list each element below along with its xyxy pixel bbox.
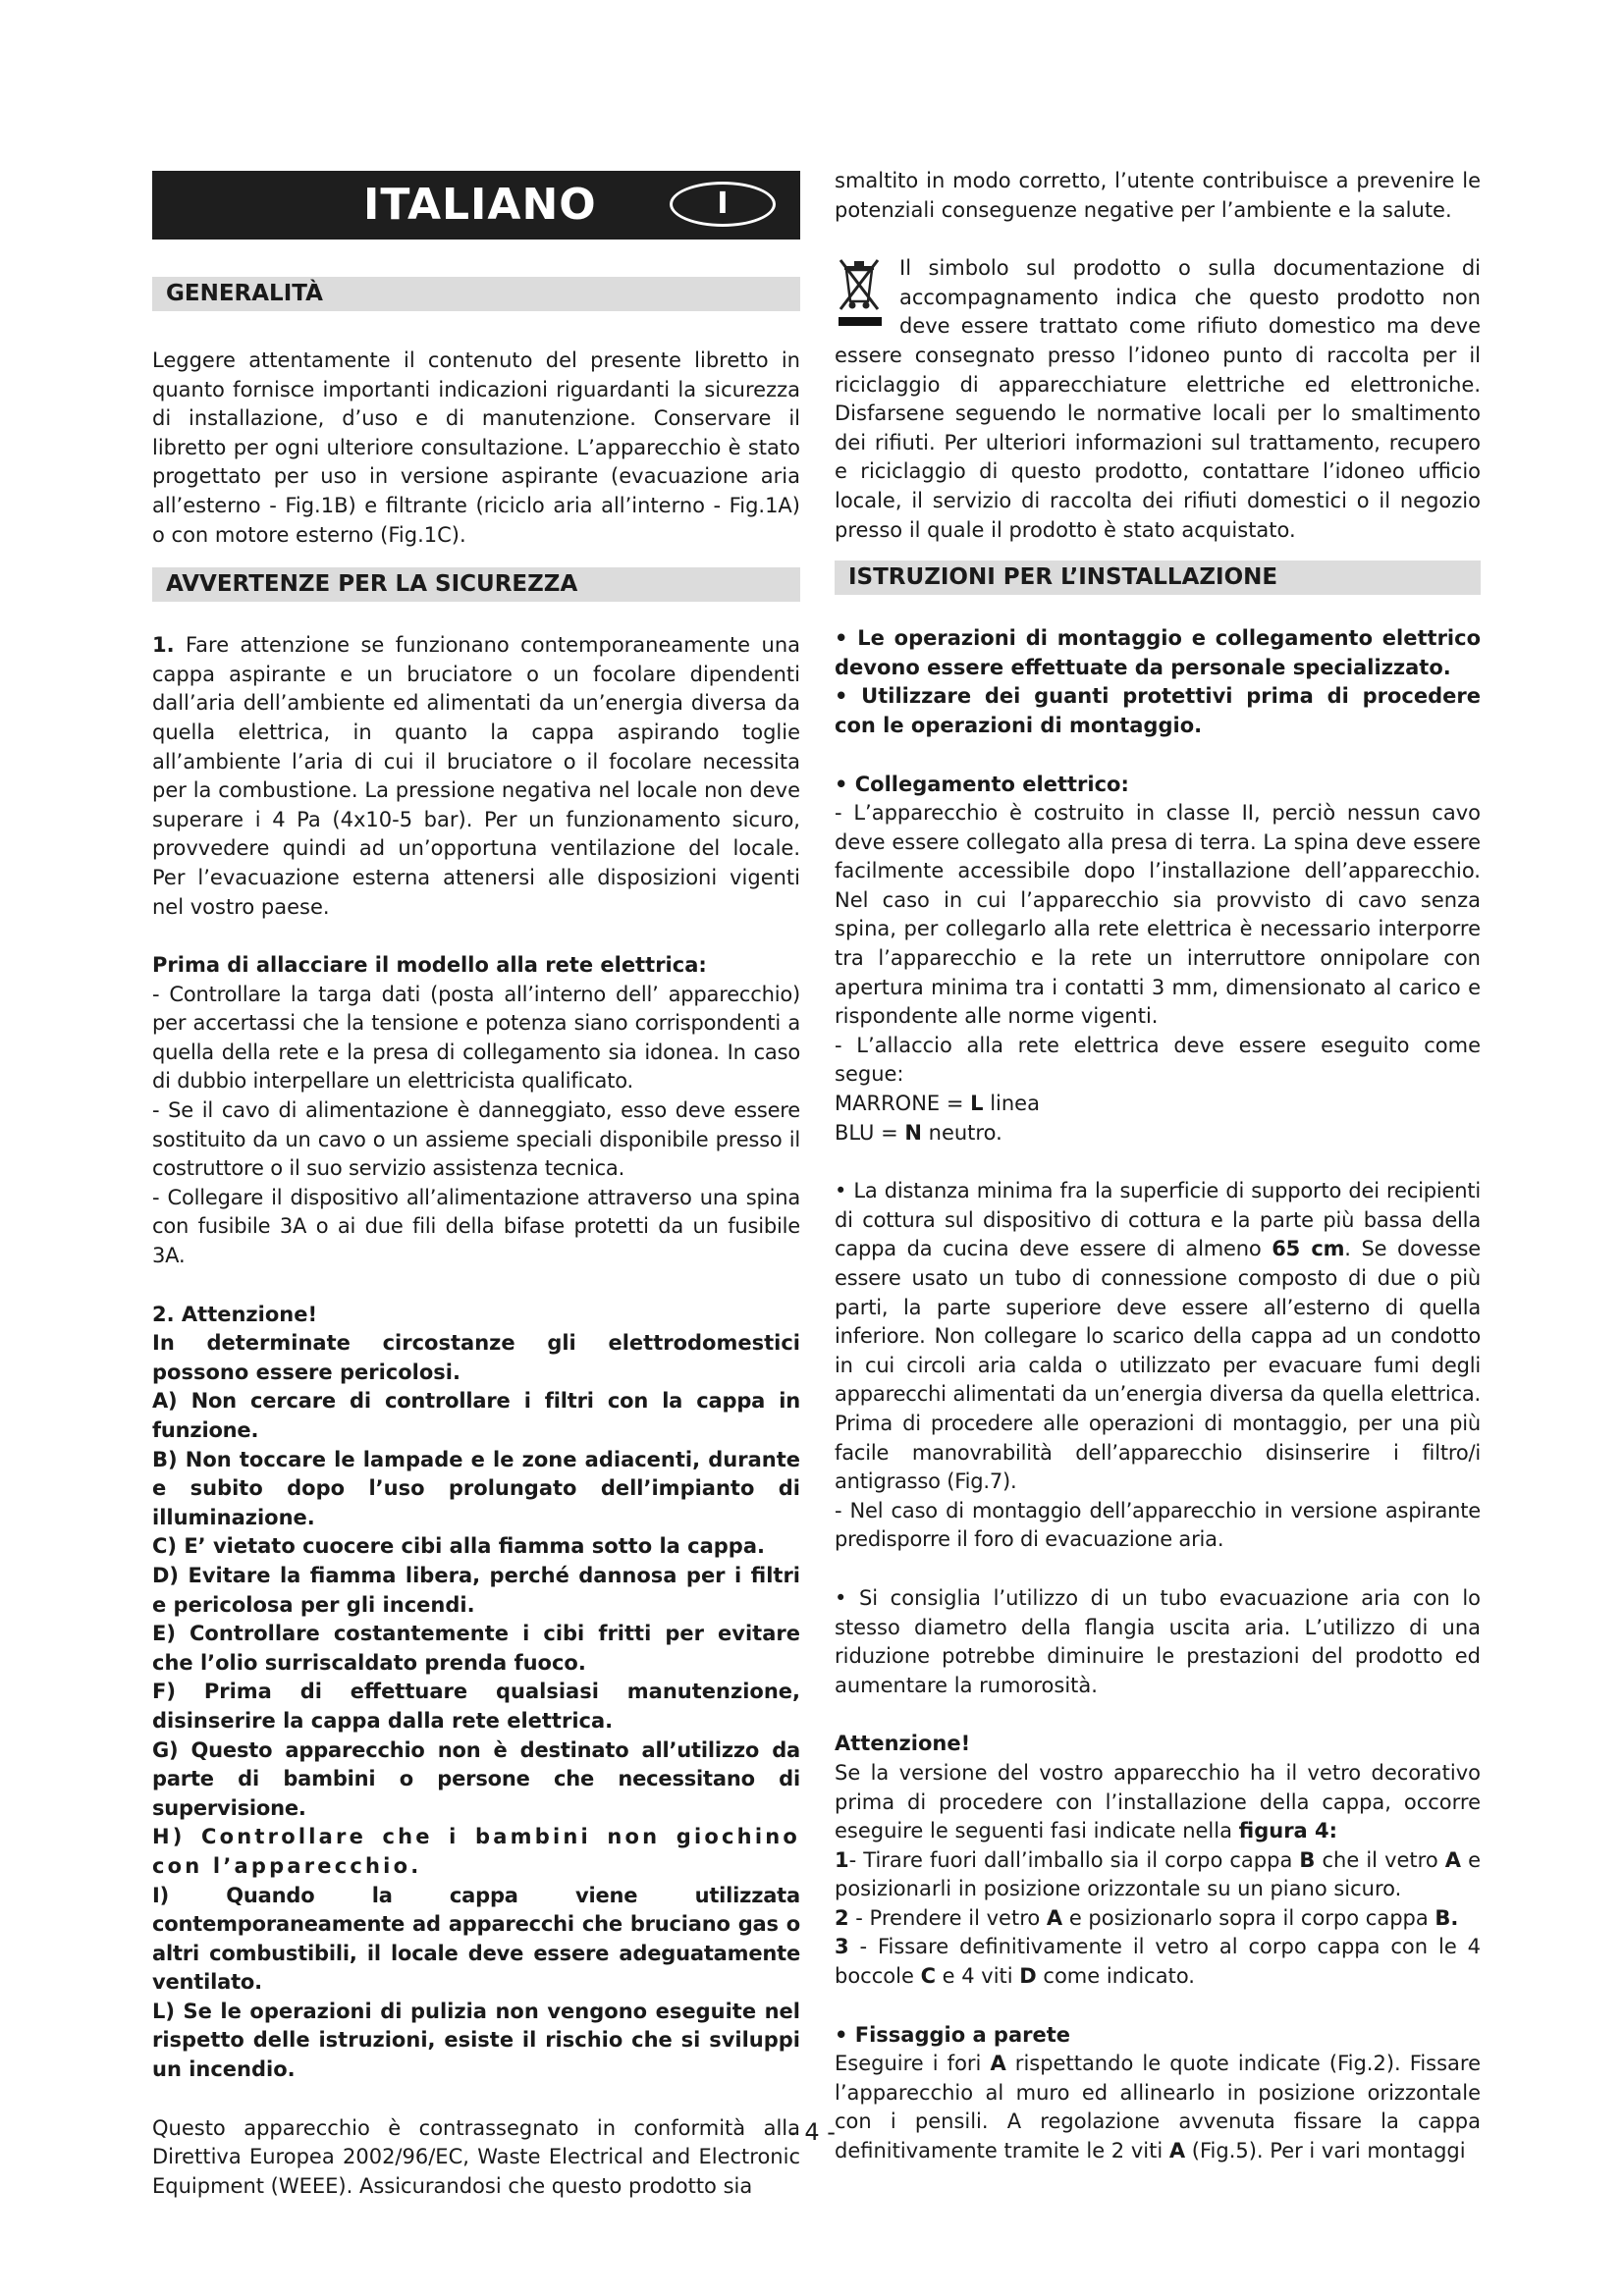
distanza-text-2: - Nel caso di montaggio dell’apparecchio in versione aspirante predisporre il foro di evacuazione aria. (835, 1498, 1481, 1552)
distanza-text: • La distanza minima fra la superficie di supporto dei recipienti di cottura sul dispositivo di cottura e la parte più bassa della cappa da cucina deve essere di almeno 65 cm. Se dovesse essere usato un tubo di connessione composto di due o più parti, la parte superiore deve essere all’esterno di quella inferiore. Non collegare lo scarico della cappa ad un condotto in cui circoli aria calda o utilizzato per evacuare fumi degli apparecchi alimentati da un’energia diversa da quella elettrica. Prima di procedere alle operazioni di montaggio, per una più facile manovrabilità dell’apparecchio disinserire i filtro/i antigrasso (Fig.7). (835, 1179, 1481, 1494)
collegamento-text-1: - L’apparecchio è costruito in classe II, perciò nessun cavo deve essere collegato alla presa di terra. La spina deve essere facilmente accessibile dopo l’installazione dell’apparecchio. Nel caso in cui l’apparecchio sia provvisto di cavo senza spina, per collegarlo alla rete elettrica è necessario interporre tra l’apparecchio e la rete un interruttore onnipolare con apertura minima tra i contatti 3 mm, dimensionato al carico e rispondente alle norme vigenti. (835, 801, 1481, 1029)
step-1: 1- Tirare fuori dall’imballo sia il corpo cappa B che il vetro A e posizionarli in posizione orizzontale su un piano sicuro. (835, 1847, 1482, 1901)
weee-conformity-text: Questo apparecchio è contrassegnato in conformità alla Direttiva Europea 2002/96/EC, Waste Electrical and Electronic Equipment (WEEE). Assicurandosi che questo prodotto sia (152, 2115, 800, 2198)
language-banner (152, 171, 800, 240)
step-2: 2 - Prendere il vetro A e posizionarlo sopra il corpo cappa B. (835, 1905, 1459, 1930)
attenzione-intro: In determinate circostanze gli elettrodomestici possono essere pericolosi. (152, 1331, 800, 1384)
section-heading-generalita: GENERALITÀ (152, 277, 800, 311)
fissaggio-heading: • Fissaggio a parete (835, 2022, 1071, 2047)
attenzione-item-l: L) Se le operazioni di pulizia non vengono eseguite nel rispetto delle istruzioni, esiste il rischio che si sviluppi un incendio. (152, 1999, 800, 2082)
prima-item-1: - Controllare la targa dati (posta all’interno dell’ apparecchio) per accertassi che la tensione e potenza siano corrispondenti a quella della rete e la presa di collegamento sia idonea. In caso di dubbio interpellare un elettricista qualificato. (152, 982, 800, 1094)
tubo-text: • Si consiglia l’utilizzo di un tubo evacuazione aria con lo stesso diametro della flangia uscita aria. L’utilizzo di una riduzione potrebbe diminuire le prestazioni del prodotto ed aumentare la rumorosità. (835, 1585, 1481, 1697)
generalita-text: Leggere attentamente il contenuto del presente libretto in quanto fornisce importanti indicazioni riguardanti la sicurezza di installazione, d’uso e di manutenzione. Conservare il libretto per ogni ulteriore consultazione. L’apparecchio è stato progettato per uso in versione aspirante (evacuazione aria all’esterno - Fig.1B) e filtrante (riciclo aria all’interno - Fig.1A) o con motore esterno (Fig.1C). (152, 348, 800, 547)
weee-symbol-text: Il simbolo sul prodotto o sulla documentazione di accompagnamento indica che questo prodotto non deve essere trattato come rifiuto domestico ma deve essere consegnato presso l’idoneo punto di raccolta per il riciclaggio di apparecchiature elettriche ed elettroniche. Disfarsene seguendo le normative locali per lo smaltimento dei rifiuti. Per ulteriori informazioni sul trattamento, recupero e riciclaggio di questo prodotto, contattare l’idoneo ufficio locale, il servizio di raccolta dei rifiuti domestici o il negozio presso il quale il prodotto è stato acquistato. (835, 256, 1481, 542)
install-bullet-2: • Utilizzare dei guanti protettivi prima di procedere con le operazioni di montaggio. (835, 684, 1481, 737)
page-number: - 4 - (788, 2118, 836, 2146)
weee-continuation: smaltito in modo corretto, l’utente contribuisce a prevenire le potenziali conseguenze negative per l’ambiente e la salute. (835, 169, 1481, 222)
collegamento-heading: • Collegamento elettrico: (835, 772, 1129, 796)
attenzione-item-c: C) E’ vietato cuocere cibi alla fiamma sotto la cappa. (152, 1534, 765, 1559)
fissaggio-text: Eseguire i fori A rispettando le quote indicate (Fig.2). Fissare l’apparecchio al muro ed allinearlo in posizione orizzontale con i pensili. A regolazione avvenuta fissare la cappa definitivamente tramite le 2 viti A (Fig.5). Per i vari montaggi (835, 2052, 1481, 2163)
collegamento-text-2: - L’allaccio alla rete elettrica deve essere eseguito come segue: (835, 1033, 1481, 1087)
section-heading-sicurezza: AVVERTENZE PER LA SICUREZZA (152, 567, 800, 602)
attenzione-2-heading: Attenzione! (835, 1732, 971, 1756)
step-3: 3 - Fissare definitivamente il vetro al corpo cappa con le 4 boccole C e 4 viti D come indicato. (835, 1935, 1481, 1989)
prima-item-3: - Collegare il dispositivo all’alimentazione attraverso una spina con fusibile 3A o ai due fili della bifase protetti da un fusibile 3A. (152, 1185, 800, 1268)
right-column (835, 167, 1481, 2166)
left-column (152, 165, 800, 2201)
prima-heading: Prima di allacciare il modello alla rete elettrica: (152, 953, 707, 978)
attenzione-item-g: G) Questo apparecchio non è destinato all’utilizzo da parte di bambini o persone che necessitano di supervisione. (152, 1737, 800, 1820)
weee-block (835, 254, 1481, 545)
attenzione-item-i: I) Quando la cappa viene utilizzata contemporaneamente ad apparecchi che bruciano gas o altri combustibili, il locale deve essere adeguatamente ventilato. (152, 1883, 800, 1995)
paragraph-number: 1. (152, 633, 175, 658)
attenzione-heading: 2. Attenzione! (152, 1302, 318, 1326)
language-badge: I (670, 182, 776, 227)
prima-item-2: - Se il cavo di alimentazione è danneggiato, esso deve essere sostituito da un cavo o un assieme speciali disponibile presso il costruttore o il suo servizio assistenza tecnica. (152, 1098, 800, 1181)
wire-blu: BLU = N neutro. (835, 1120, 1002, 1145)
attenzione-item-d: D) Evitare la fiamma libera, perché dannosa per i filtri e pericolosa per gli incendi. (152, 1563, 800, 1617)
section-heading-installazione: ISTRUZIONI PER L’INSTALLAZIONE (835, 561, 1481, 595)
attenzione-item-a: A) Non cercare di controllare i filtri con la cappa in funzione. (152, 1389, 800, 1442)
wire-marrone: MARRONE = L linea (835, 1092, 1040, 1116)
crossed-bin-icon (835, 256, 886, 335)
attenzione-item-h: H) Controllare che i bambini non giochino con l’apparecchio. (152, 1825, 800, 1878)
attenzione-2-text: Se la versione del vostro apparecchio ha il vetro decorativo prima di procedere con l’installazione della cappa, occorre eseguire le seguenti fasi indicate nella figura 4: (835, 1760, 1481, 1843)
sicurezza-paragraph-1: 1. Fare attenzione se funzionano contemporaneamente una cappa aspirante e un bruciatore o un focolare dipendenti dall’aria dell’ambiente ed alimentati da un’energia diversa da quella elettrica, in quanto la cappa aspirando toglie all’ambiente l’aria di cui il bruciatore o il focolare necessita per la combustione. La pressione negativa nel locale non deve superare i 4 Pa (4x10-5 bar). Per un funzionamento sicuro, provvedere quindi ad un’opportuna ventilazione del locale. Per l’evacuazione esterna attenersi alle disposizioni vigenti nel vostro paese. (152, 633, 800, 919)
install-bullet-1: • Le operazioni di montaggio e collegamento elettrico devono essere effettuate da personale specializzato. (835, 626, 1481, 679)
language-title: ITALIANO (363, 180, 597, 230)
attenzione-item-e: E) Controllare costantemente i cibi fritti per evitare che l’olio surriscaldato prenda fuoco. (152, 1622, 800, 1675)
attenzione-item-b: B) Non toccare le lampade e le zone adiacenti, durante e subito dopo l’uso prolungato dell’impianto di illuminazione. (152, 1447, 800, 1529)
attenzione-item-f: F) Prima di effettuare qualsiasi manutenzione, disinserire la cappa dalla rete elettrica. (152, 1680, 800, 1733)
